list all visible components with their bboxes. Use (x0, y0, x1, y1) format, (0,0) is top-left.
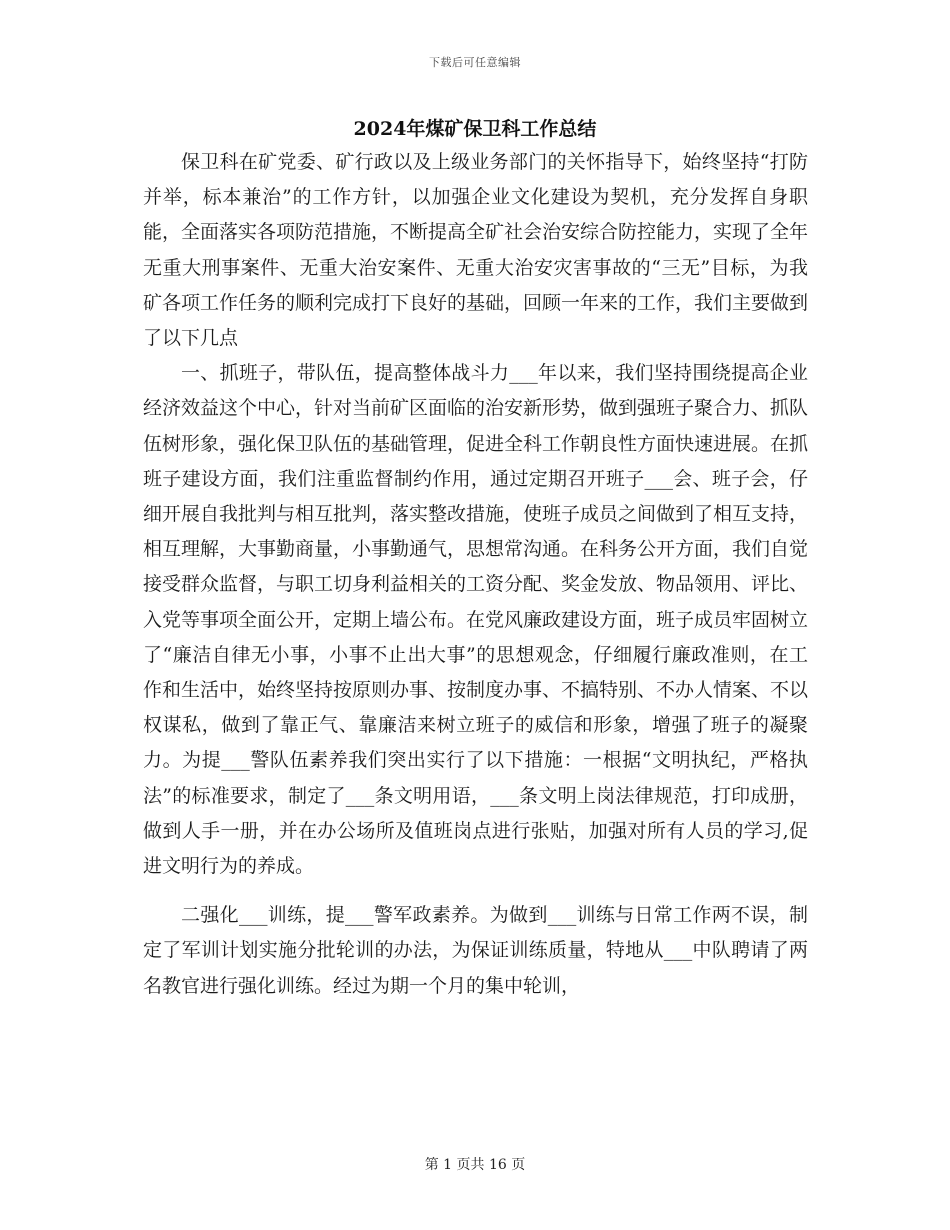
document-body (143, 145, 808, 1004)
paragraph-section-1: 一、抓班子，带队伍，提高整体战斗力___年以来，我们坚持围绕提高企业经济效益这个中心，针对当前矿区面临的治安新形势，做到强班子聚合力、抓队伍树形象，强化保卫队伍的基础管理，促进全科工作朝良性方面快速进展。在抓班子建设方面，我们注重监督制约作用，通过定期召开班子___会、班子会，仔细开展自我批判与相互批判，落实整改措施，使班子成员之间做到了相互支持，相互理解，大事勤商量，小事勤通气，思想常沟通。在科务公开方面，我们自觉接受群众监督，与职工切身利益相关的工资分配、奖金发放、物品领用、评比、入党等事项全面公开，定期上墙公布。在党风廉政建设方面，班子成员牢固树立了“廉洁自律无小事，小事不止出大事”的思想观念，仔细履行廉政准则，在工作和生活中，始终坚持按原则办事、按制度办事、不搞特别、不办人情案、不以权谋私，做到了靠正气、靠廉洁来树立班子的威信和形象，增强了班子的凝聚力。为提___警队伍素养我们突出实行了以下措施：一根据“文明执纪，严格执法”的标准要求，制定了___条文明用语，___条文明上岗法律规范，打印成册，做到人手一册，并在办公场所及值班岗点进行张贴，加强对所有人员的学习,促进文明行为的养成。 (143, 362, 809, 878)
page-number: 第 1 页共 16 页 (424, 1157, 526, 1173)
document-title: 2024年煤矿保卫科工作总结 (353, 118, 597, 140)
paragraph-intro: 保卫科在矿党委、矿行政以及上级业务部门的关怀指导下，始终坚持“打防并举，标本兼治”的工作方针，以加强企业文化建设为契机，充分发挥自身职能，全面落实各项防范措施，不断提高全矿社会治安综合防控能力，实现了全年无重大刑事案件、无重大治安案件、无重大治安灾害事故的“三无”目标，为我矿各项工作任务的顺利完成打下良好的基础，回顾一年来的工作，我们主要做到了以下几点 (143, 151, 809, 350)
paragraph-section-2: 二强化___训练，提___警军政素养。为做到___训练与日常工作两不误，制定了军训计划实施分批轮训的办法，为保证训练质量，特地从___中队聘请了两名教官进行强化训练。经过为期一个月的集中轮训， (143, 904, 808, 997)
header-note: 下载后可任意编辑 (429, 56, 521, 69)
